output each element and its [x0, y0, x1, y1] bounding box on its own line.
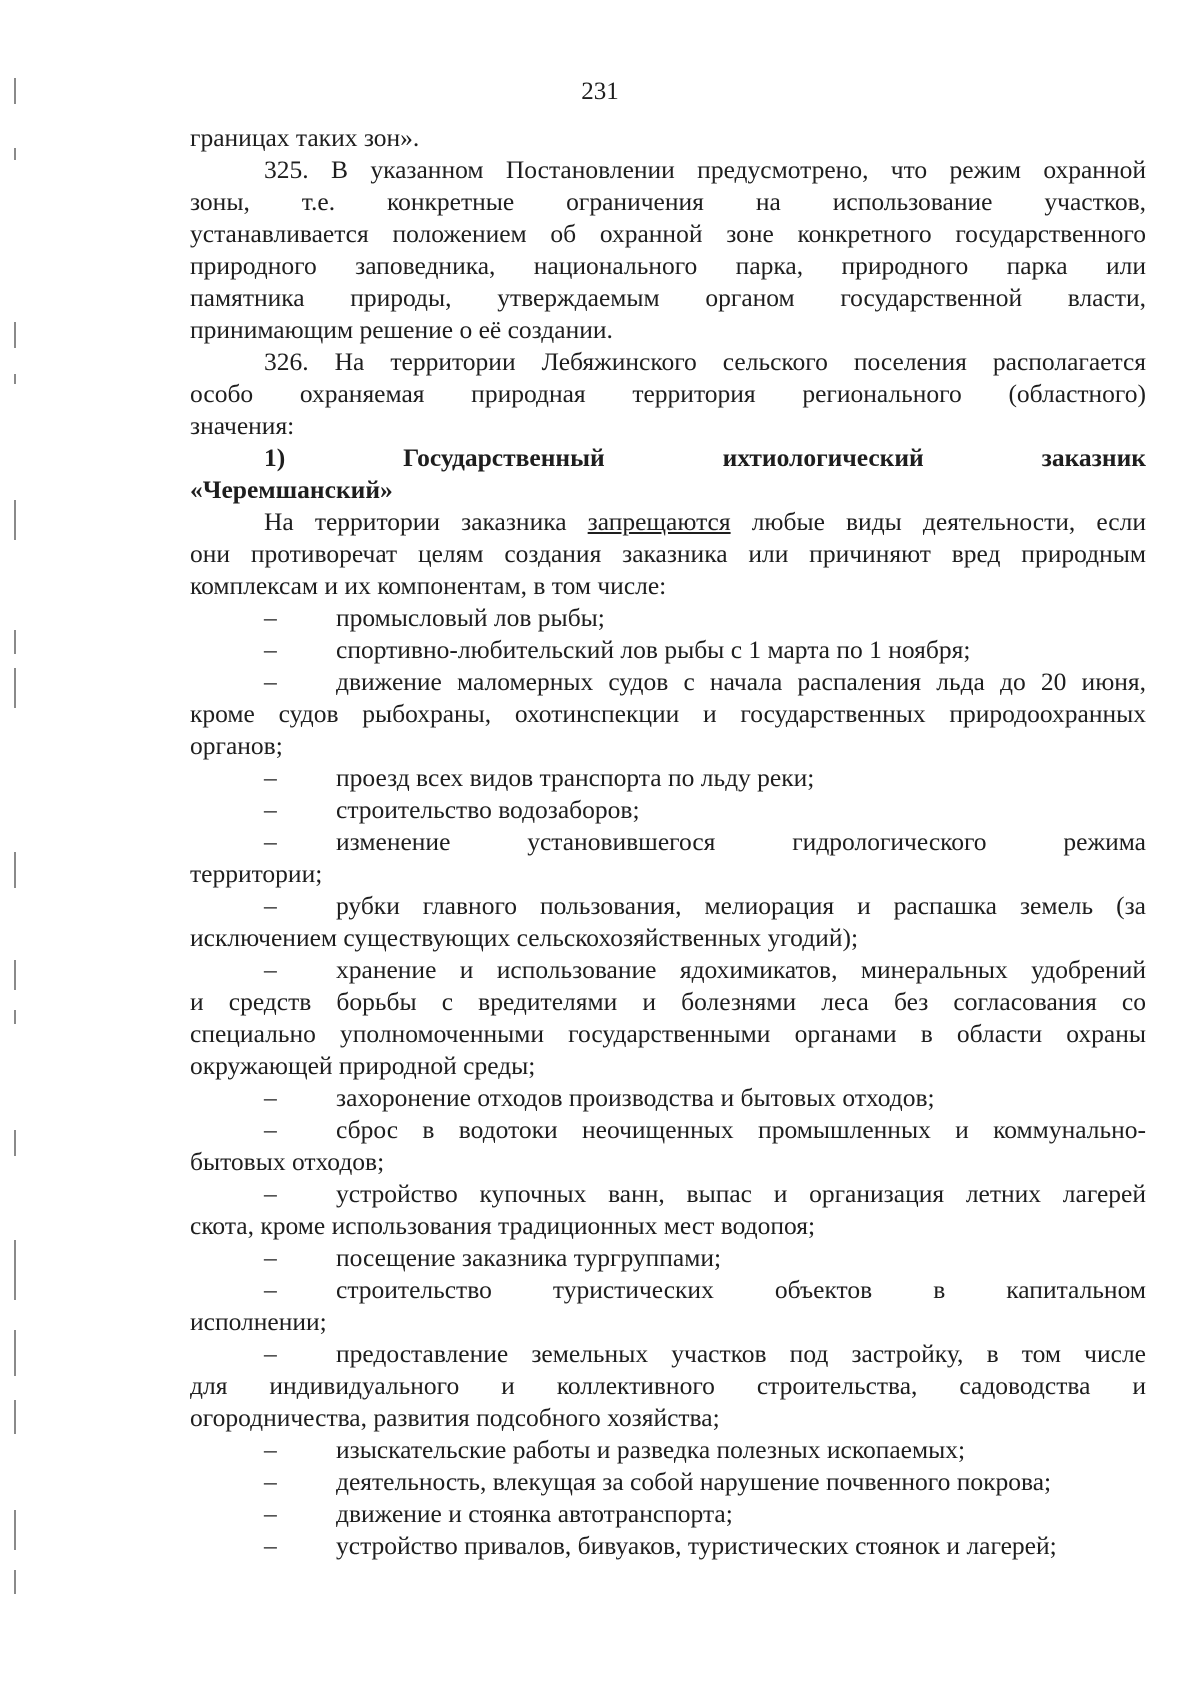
line-text: огородничества, развития подсобного хозяйства;: [190, 1403, 720, 1432]
text-line: [190, 602, 1146, 634]
text-line: [190, 410, 1146, 442]
line-text: предоставление земельных участков под застройку, в том числе: [336, 1339, 1146, 1368]
list-dash: –: [264, 955, 277, 984]
list-dash: –: [264, 603, 277, 632]
text-segment: На территории заказника: [264, 507, 588, 536]
text-line: [190, 1466, 1146, 1498]
line-text: движение и стоянка автотранспорта;: [336, 1499, 733, 1528]
list-dash: –: [264, 891, 277, 920]
line-text: изыскательские работы и разведка полезных ископаемых;: [336, 1435, 966, 1464]
list-dash: –: [264, 1275, 277, 1304]
text-line: [190, 1498, 1146, 1530]
body-text: [190, 122, 1146, 1562]
list-dash: –: [264, 1179, 277, 1208]
text-line: [190, 570, 1146, 602]
line-text: посещение заказника тургруппами;: [336, 1243, 722, 1272]
text-line: [190, 282, 1146, 314]
text-line: [190, 1402, 1146, 1434]
line-text: бытовых отходов;: [190, 1147, 385, 1176]
text-line: [190, 826, 1146, 858]
line-text: комплексам и их компонентам, в том числе:: [190, 571, 667, 600]
line-text: специально уполномоченными государственными органами в области охраны: [190, 1019, 1146, 1048]
text-line: [190, 1306, 1146, 1338]
line-text: кроме судов рыбохраны, охотинспекции и государственных природоохранных: [190, 699, 1146, 728]
line-text: устройство привалов, бивуаков, туристических стоянок и лагерей;: [336, 1531, 1057, 1560]
text-line: [190, 1530, 1146, 1562]
text-line: [190, 1114, 1146, 1146]
text-line: [190, 1082, 1146, 1114]
line-text: «Черемшанский»: [190, 475, 393, 504]
list-dash: –: [264, 1243, 277, 1272]
text-line: [190, 986, 1146, 1018]
text-line: [190, 890, 1146, 922]
text-line: [190, 1434, 1146, 1466]
line-text: границах таких зон».: [190, 123, 420, 152]
text-line: [190, 474, 1146, 506]
line-text: промысловый лов рыбы;: [336, 603, 605, 632]
line-text: спортивно-любительский лов рыбы с 1 марта по 1 ноября;: [336, 635, 971, 664]
text-line: [190, 794, 1146, 826]
text-line: [190, 378, 1146, 410]
text-line: [190, 506, 1146, 538]
text-line: [190, 858, 1146, 890]
line-text: устройство купочных ванн, выпас и организация летних лагерей: [336, 1179, 1146, 1208]
text-segment: любые виды деятельности, если: [730, 507, 1147, 536]
line-text: они противоречат целям создания заказника или причиняют вред природным: [190, 539, 1146, 568]
text-line: [190, 1050, 1146, 1082]
line-text: 1) Государственный ихтиологический заказник: [264, 443, 1146, 472]
line-text: территории;: [190, 859, 323, 888]
line-text: строительство туристических объектов в капитальном: [336, 1275, 1146, 1304]
line-text: движение маломерных судов с начала распаления льда до 20 июня,: [336, 667, 1146, 696]
text-line: [190, 922, 1146, 954]
text-line: [190, 954, 1146, 986]
line-text: строительство водозаборов;: [336, 795, 640, 824]
line-text: исключением существующих сельскохозяйственных угодий);: [190, 923, 859, 952]
text-line: [190, 1210, 1146, 1242]
list-dash: –: [264, 795, 277, 824]
line-text: деятельность, влекущая за собой нарушение почвенного покрова;: [336, 1467, 1052, 1496]
line-text: органов;: [190, 731, 283, 760]
text-line: [190, 634, 1146, 666]
line-text: окружающей природной среды;: [190, 1051, 536, 1080]
text-line: [190, 730, 1146, 762]
line-text: исполнении;: [190, 1307, 327, 1336]
list-dash: –: [264, 1339, 277, 1368]
list-dash: –: [264, 1467, 277, 1496]
line-text: и средств борьбы с вредителями и болезнями леса без согласования со: [190, 987, 1146, 1016]
text-line: [190, 250, 1146, 282]
line-text: рубки главного пользования, мелиорация и распашка земель (за: [336, 891, 1146, 920]
line-text: принимающим решение о её создании.: [190, 315, 613, 344]
text-line: [190, 1370, 1146, 1402]
text-line: [190, 218, 1146, 250]
line-text: зоны, т.е. конкретные ограничения на использование участков,: [190, 187, 1146, 216]
list-dash: –: [264, 1531, 277, 1560]
text-line: [190, 1146, 1146, 1178]
text-line: [190, 1018, 1146, 1050]
line-text: памятника природы, утверждаемым органом государственной власти,: [190, 283, 1146, 312]
list-dash: –: [264, 1083, 277, 1112]
list-dash: –: [264, 1499, 277, 1528]
underlined-word: запрещаются: [587, 507, 731, 536]
line-text: хранение и использование ядохимикатов, минеральных удобрений: [336, 955, 1146, 984]
text-line: [190, 346, 1146, 378]
scan-margin-marks: [14, 0, 18, 1697]
text-line: [190, 666, 1146, 698]
line-text: скота, кроме использования традиционных мест водопоя;: [190, 1211, 816, 1240]
line-text: 325. В указанном Постановлении предусмотрено, что режим охранной: [264, 155, 1146, 184]
text-line: [190, 538, 1146, 570]
line-text: захоронение отходов производства и бытовых отходов;: [336, 1083, 935, 1112]
text-line: [190, 698, 1146, 730]
line-text: значения:: [190, 411, 295, 440]
line-text: устанавливается положением об охранной зоне конкретного государственного: [190, 219, 1146, 248]
page-number: 231: [581, 78, 619, 105]
text-line: [190, 154, 1146, 186]
line-text: изменение установившегося гидрологического режима: [336, 827, 1146, 856]
text-line: [190, 442, 1146, 474]
text-line: [190, 1274, 1146, 1306]
list-dash: –: [264, 667, 277, 696]
list-dash: –: [264, 1435, 277, 1464]
line-text: для индивидуального и коллективного строительства, садоводства и: [190, 1371, 1146, 1400]
text-line: [190, 1242, 1146, 1274]
text-line: [190, 762, 1146, 794]
list-dash: –: [264, 635, 277, 664]
line-text: природного заповедника, национального парка, природного парка или: [190, 251, 1146, 280]
line-text: 326. На территории Лебяжинского сельского поселения располагается: [264, 347, 1146, 376]
line-text: проезд всех видов транспорта по льду реки;: [336, 763, 815, 792]
list-dash: –: [264, 1115, 277, 1144]
text-line: [190, 314, 1146, 346]
text-line: [190, 1178, 1146, 1210]
line-text: сброс в водотоки неочищенных промышленных и коммунально-: [336, 1115, 1146, 1144]
text-line: [190, 186, 1146, 218]
list-dash: –: [264, 827, 277, 856]
text-line: [190, 1338, 1146, 1370]
text-line: [190, 122, 1146, 154]
list-dash: –: [264, 763, 277, 792]
line-text: особо охраняемая природная территория регионального (областного): [190, 379, 1146, 408]
